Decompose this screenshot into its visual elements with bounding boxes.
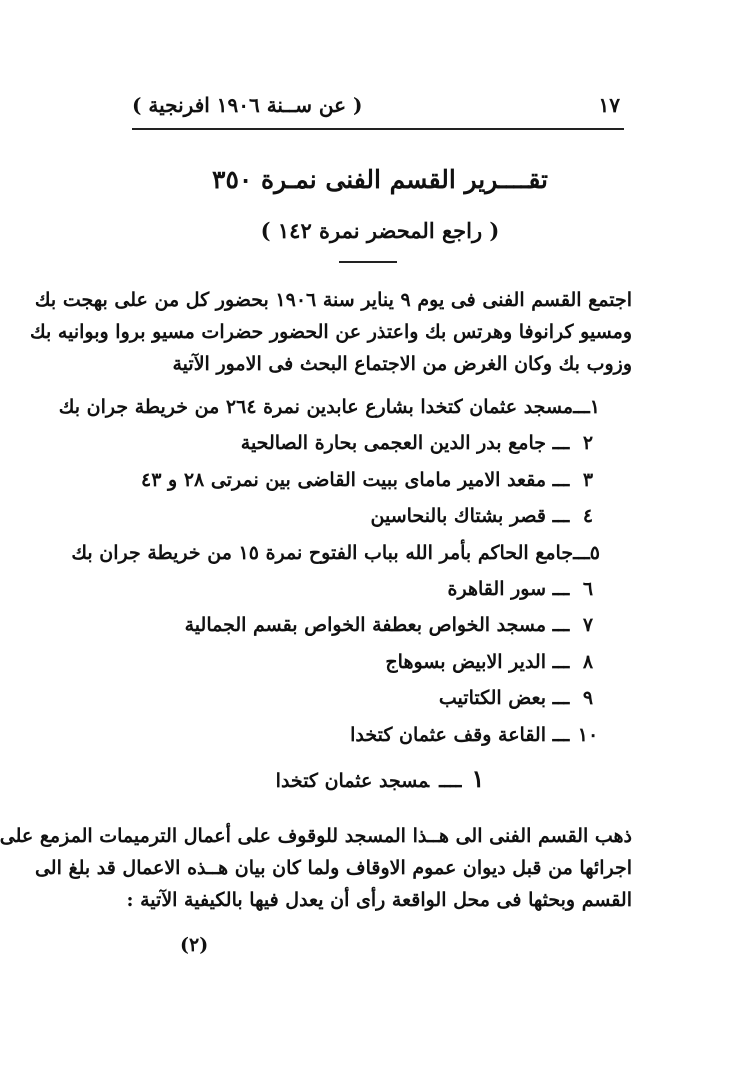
item-text: جامع بدر الدين العجمى بحارة الصالحية: [240, 432, 546, 455]
item-text: بعض الكتاتيب: [438, 687, 546, 710]
section-number: ١: [471, 764, 485, 793]
item-dash: ـــ: [573, 541, 590, 564]
intro-paragraph: [30, 284, 632, 380]
list-item: [120, 717, 600, 753]
section-title: مسجد عثمان كتخدا: [275, 770, 430, 792]
report-title: تقــــرير القسم الفنى نمـرة ٣٥٠: [212, 165, 548, 194]
item-number: ٤: [582, 505, 594, 528]
item-text: الدير الابيض بسوهاج: [385, 650, 546, 673]
intro-line: وزوب بك وكان الغرض من الاجتماع البحث فى الامور الآتية: [172, 353, 632, 375]
list-item: [120, 498, 600, 534]
title-divider: [339, 261, 397, 263]
item-dash: ـــ: [552, 432, 570, 455]
item-dash: ـــ: [552, 505, 570, 528]
para-line: القسم وبحثها فى محل الواقعة رأى أن يعدل فيها بالكيفية الآتية :: [126, 889, 632, 911]
header-rule: [132, 128, 624, 130]
item-text: القاعة وقف عثمان كتخدا: [350, 723, 546, 746]
item-number: ١٠: [577, 723, 599, 746]
para-line: اجرائها من قبل ديوان عموم الاوقاف ولما كان بيان هــذه الاعمال قد بلغ الى: [34, 857, 632, 879]
item-number: ٦: [582, 577, 594, 600]
page-header: [132, 88, 620, 122]
running-title: ( عن ســنة ١٩٠٦ افرنجية ): [132, 93, 363, 117]
item-text: مسجد عثمان كتخدا بشارع عابدين نمرة ٢٦٤ من خريطة جران بك: [58, 396, 574, 418]
item-number: ٢: [582, 432, 594, 455]
agenda-list: [58, 389, 600, 753]
intro-line: اجتمع القسم الفنى فى يوم ٩ يناير سنة ١٩٠٦ بحضور كل من على بهجت بك: [34, 289, 632, 311]
section-heading: [20, 764, 740, 793]
item-number: ٨: [582, 650, 594, 673]
list-item: [120, 425, 600, 461]
item-number: ٥: [589, 541, 600, 564]
item-text: سور القاهرة: [447, 577, 546, 600]
item-number: ١: [589, 396, 600, 418]
item-dash: ـــ: [552, 614, 570, 637]
list-item: [120, 607, 600, 643]
item-dash: ـــ: [552, 577, 570, 600]
item-dash: ـــ: [552, 468, 570, 491]
body-paragraph: [0, 820, 632, 916]
para-line: ذهب القسم الفنى الى هــذا المسجد للوقوف على أعمال الترميمات المزمع على: [0, 825, 632, 847]
item-text: قصر بشتاك بالنحاسين: [370, 505, 546, 528]
signature-mark: (٢): [180, 934, 209, 956]
item-text: مسجد الخواص بعطفة الخواص بقسم الجمالية: [184, 614, 546, 637]
list-item: [120, 680, 600, 716]
item-text: مقعد الامير ماماى ببيت القاضى بين نمرتى ٢٨ و ٤٣: [140, 468, 546, 491]
item-number: ٧: [582, 614, 594, 637]
item-number: ٩: [582, 687, 594, 710]
intro-line: ومسيو كرانوفا وهرتس بك واعتذر عن الحضور حضرات مسيو بروا وبوانيه بك: [30, 321, 632, 343]
list-item: [120, 571, 600, 607]
item-dash: ـــ: [573, 396, 590, 418]
item-dash: ـــ: [552, 650, 570, 673]
list-item: [58, 389, 600, 425]
page-number: ١٧: [598, 93, 620, 117]
section-dash: ــــ: [439, 770, 462, 792]
list-item: [120, 462, 600, 498]
item-dash: ـــ: [552, 687, 570, 710]
list-item: [71, 535, 600, 571]
item-number: ٣: [582, 468, 594, 491]
list-item: [120, 644, 600, 680]
item-dash: ـــ: [552, 723, 570, 746]
item-text: جامع الحاكم بأمر الله بباب الفتوح نمرة ١٥ من خريطة جران بك: [71, 541, 574, 564]
report-subtitle: ( راجع المحضر نمرة ١٤٢ ): [260, 218, 500, 243]
